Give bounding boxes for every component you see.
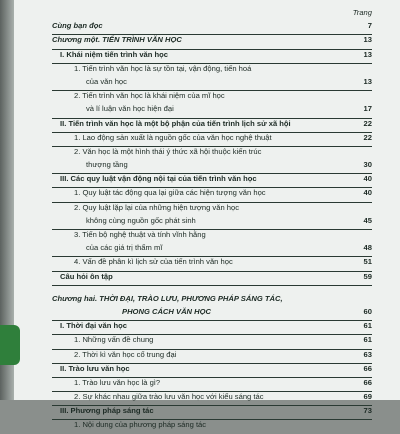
list-item: [52, 272, 372, 286]
toc-entry-title: 1. Tiến trình văn học là sự tồn tại, vận động, tiến hoá: [74, 63, 252, 73]
toc-entry-title: 2. Quy luật lặp lại của những hiện tượng văn học: [74, 202, 240, 212]
toc-entry-title: Chương một. TIẾN TRÌNH VĂN HỌC: [52, 35, 182, 45]
toc-entry-page: 48: [363, 243, 372, 253]
toc-entry-page: 60: [363, 306, 372, 316]
toc-entry-title: III. Các quy luật vận động nội tại của tiến trình văn học: [60, 174, 257, 184]
toc-gap: [52, 286, 372, 294]
toc-entry-title: và lí luận văn học hiện đại: [86, 104, 174, 114]
toc-entry-title: 1. Quy luật tác động qua lại giữa các hiện tượng văn học: [74, 188, 266, 198]
toc-header-row: [52, 8, 372, 21]
list-item: [52, 257, 372, 271]
toc-entry-title: 1. Những vấn đề chung: [74, 335, 154, 345]
toc-entry-page: 61: [363, 321, 372, 331]
toc-entry-page: 69: [363, 392, 372, 402]
toc-entry-page: 30: [363, 160, 372, 170]
list-item: [52, 133, 372, 147]
list-item: [52, 243, 372, 257]
list-item: [52, 378, 372, 392]
toc-entry-title: 1. Nội dung của phương pháp sáng tác: [74, 420, 207, 430]
toc-entry-page: 17: [363, 104, 372, 114]
list-item: [52, 364, 372, 378]
list-item: [52, 335, 372, 349]
toc-entry-title: 4. Vấn đề phân kì lịch sử của tiến trình văn học: [74, 257, 233, 267]
toc-entry-title: thượng tầng: [86, 160, 128, 170]
toc-entry-page: 45: [363, 215, 372, 225]
toc-entry-title: II. Tiến trình văn học là một bộ phận của tiến trình lịch sử xã hội: [60, 118, 291, 128]
toc-entry-page: 22: [363, 132, 372, 142]
list-item: [52, 174, 372, 188]
list-item: [52, 35, 372, 49]
toc-entry-title: của các giá trị thẩm mĩ: [86, 243, 163, 253]
toc-entry-title: 2. Sự khác nhau giữa trào lưu văn học với kiểu sáng tác: [74, 392, 264, 402]
list-item: [52, 420, 372, 433]
list-item: [52, 21, 372, 35]
list-item: [52, 160, 372, 174]
toc-entry-title: III. Phương pháp sáng tác: [60, 406, 154, 416]
toc-entries: [52, 21, 372, 433]
toc-entry-page: 61: [363, 335, 372, 345]
list-item: [52, 64, 372, 77]
list-item: [52, 321, 372, 335]
list-item: [52, 230, 372, 243]
toc-entry-title: 3. Tiến bộ nghệ thuật và tính vĩnh hằng: [74, 230, 206, 239]
list-item: [52, 91, 372, 104]
list-item: [52, 406, 372, 420]
toc-entry-page: 13: [363, 76, 372, 86]
list-item: [52, 294, 372, 307]
toc-entry-page: 22: [363, 118, 372, 128]
toc-entry-title: 1. Trào lưu văn học là gì?: [74, 377, 161, 387]
toc-entry-title: Câu hỏi ôn tập: [60, 271, 113, 281]
toc-entry-title: của văn học: [86, 76, 127, 86]
toc-entry-page: 66: [363, 363, 372, 373]
list-item: [52, 392, 372, 406]
toc-entry-title: I. Thời đại văn học: [60, 321, 128, 331]
toc-entry-title: không cùng nguồn gốc phát sinh: [86, 215, 196, 225]
toc-entry-title: 2. Văn học là một hình thái ý thức xã hội thuộc kiến trúc: [74, 146, 262, 156]
toc-entry-page: 40: [363, 174, 372, 184]
toc-entry-page: 40: [363, 188, 372, 198]
list-item: [52, 119, 372, 133]
table-of-contents: [52, 8, 372, 434]
page-column-header: Trang: [352, 8, 372, 17]
toc-entry-title: I. Khái niệm tiến trình văn học: [60, 49, 169, 59]
toc-entry-title: Cùng bạn đọc: [52, 21, 103, 31]
toc-entry-title: 2. Tiến trình văn học là khái niệm của mĩ học: [74, 91, 225, 101]
toc-entry-page: 59: [363, 271, 372, 281]
list-item: [52, 147, 372, 160]
toc-entry-page: 73: [363, 406, 372, 416]
list-item: [52, 307, 372, 321]
toc-entry-title: 2. Thời kì văn học cổ trung đại: [74, 349, 177, 359]
toc-entry-title: Chương hai. THỜI ĐẠI, TRÀO LƯU, PHƯƠNG PHÁP SÁNG TÁC,: [52, 293, 283, 303]
toc-entry-page: 66: [363, 377, 372, 387]
list-item: [52, 350, 372, 364]
toc-entry-title: PHONG CÁCH VĂN HỌC: [122, 306, 212, 316]
toc-entry-page: 51: [363, 257, 372, 267]
toc-entry-title: 1. Lao động sản xuất là nguồn gốc của văn học nghệ thuật: [74, 132, 272, 142]
toc-entry-page: 13: [363, 49, 372, 59]
bookmark-tab: [0, 325, 20, 365]
toc-entry-page: 63: [363, 349, 372, 359]
list-item: [52, 203, 372, 216]
list-item: [52, 104, 372, 118]
list-item: [52, 50, 372, 64]
toc-entry-page: 13: [363, 35, 372, 45]
list-item: [52, 77, 372, 91]
toc-entry-title: II. Trào lưu văn học: [60, 363, 130, 373]
toc-entry-page: 7: [367, 21, 372, 31]
list-item: [52, 216, 372, 230]
list-item: [52, 188, 372, 202]
